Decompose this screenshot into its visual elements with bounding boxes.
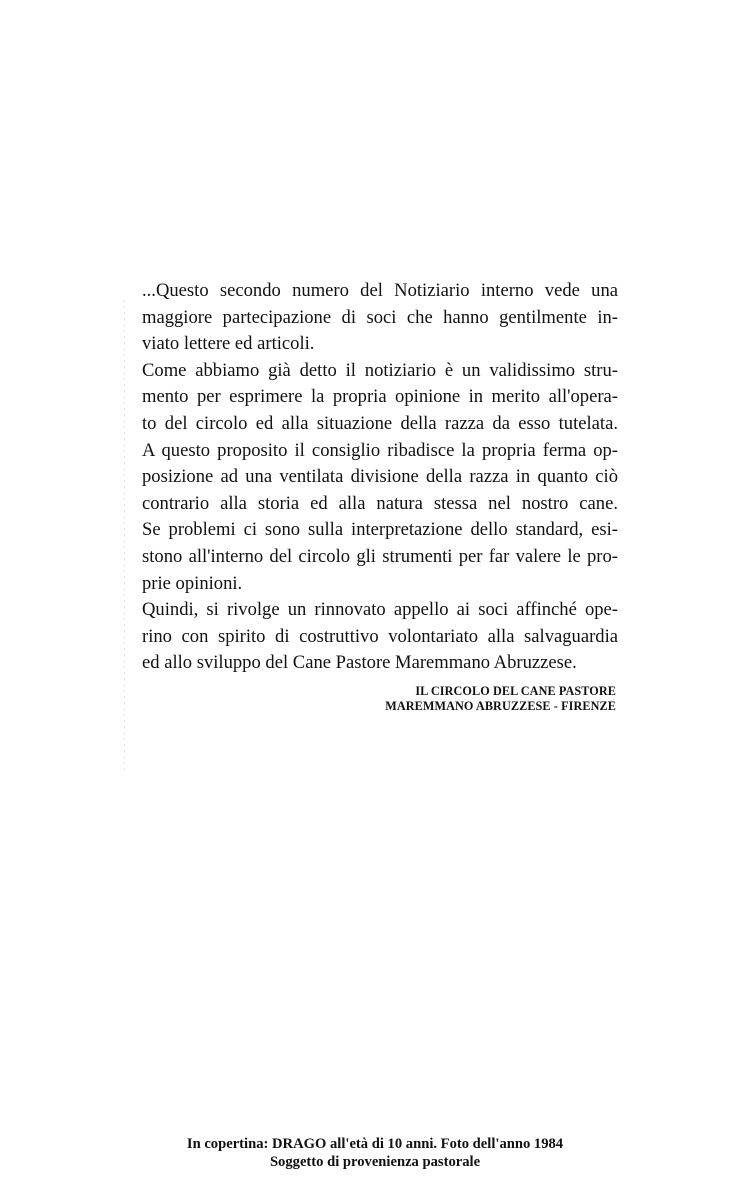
body-line: Come abbiamo già detto il notiziario è un validissimo stru- [142,359,618,381]
body-line: contrario alla storia ed alla natura stessa nel nostro cane. [142,492,618,514]
body-line: ...Questo secondo numero del Notiziario interno vede una [142,280,618,301]
body-line: rino con spirito di costruttivo volontariato alla salvaguardia [142,625,618,647]
cover-caption [0,1135,750,1171]
body-line: stono all'interno del circolo gli strumenti per far valere le pro- [142,545,618,567]
body-line: viato lettere ed articoli. [142,333,315,355]
signature-block [360,684,616,714]
scan-margin-artifact [124,300,125,770]
body-line: ed allo sviluppo del Cane Pastore Maremmano Abruzzese. [142,652,577,674]
cover-caption-line-2: Soggetto di provenienza pastorale [269,1154,481,1170]
editorial-text [142,278,618,677]
body-line: A questo proposito il consiglio ribadisce la propria ferma op- [142,439,618,461]
body-line: Se problemi ci sono sulla interpretazione dello standard, esi- [142,519,618,541]
signature-line-1: IL CIRCOLO DEL CANE PASTORE [415,684,616,698]
body-line: mento per esprimere la propria opinione in merito all'opera- [142,386,618,408]
body-line: prie opinioni. [142,572,243,594]
signature-line-2: MAREMMANO ABRUZZESE - FIRENZE [385,699,616,713]
body-line: posizione ad una ventilata divisione della razza in quanto ciò [142,466,618,488]
cover-caption-line-1: In copertina: DRAGO all'età di 10 anni. Foto dell'anno 1984 [186,1136,564,1152]
body-line: Quindi, si rivolge un rinnovato appello ai soci affinché ope- [142,599,618,621]
body-line: maggiore partecipazione di soci che hanno gentilmente in- [142,306,618,328]
body-line: to del circolo ed alla situazione della razza da esso tutelata. [142,412,618,434]
